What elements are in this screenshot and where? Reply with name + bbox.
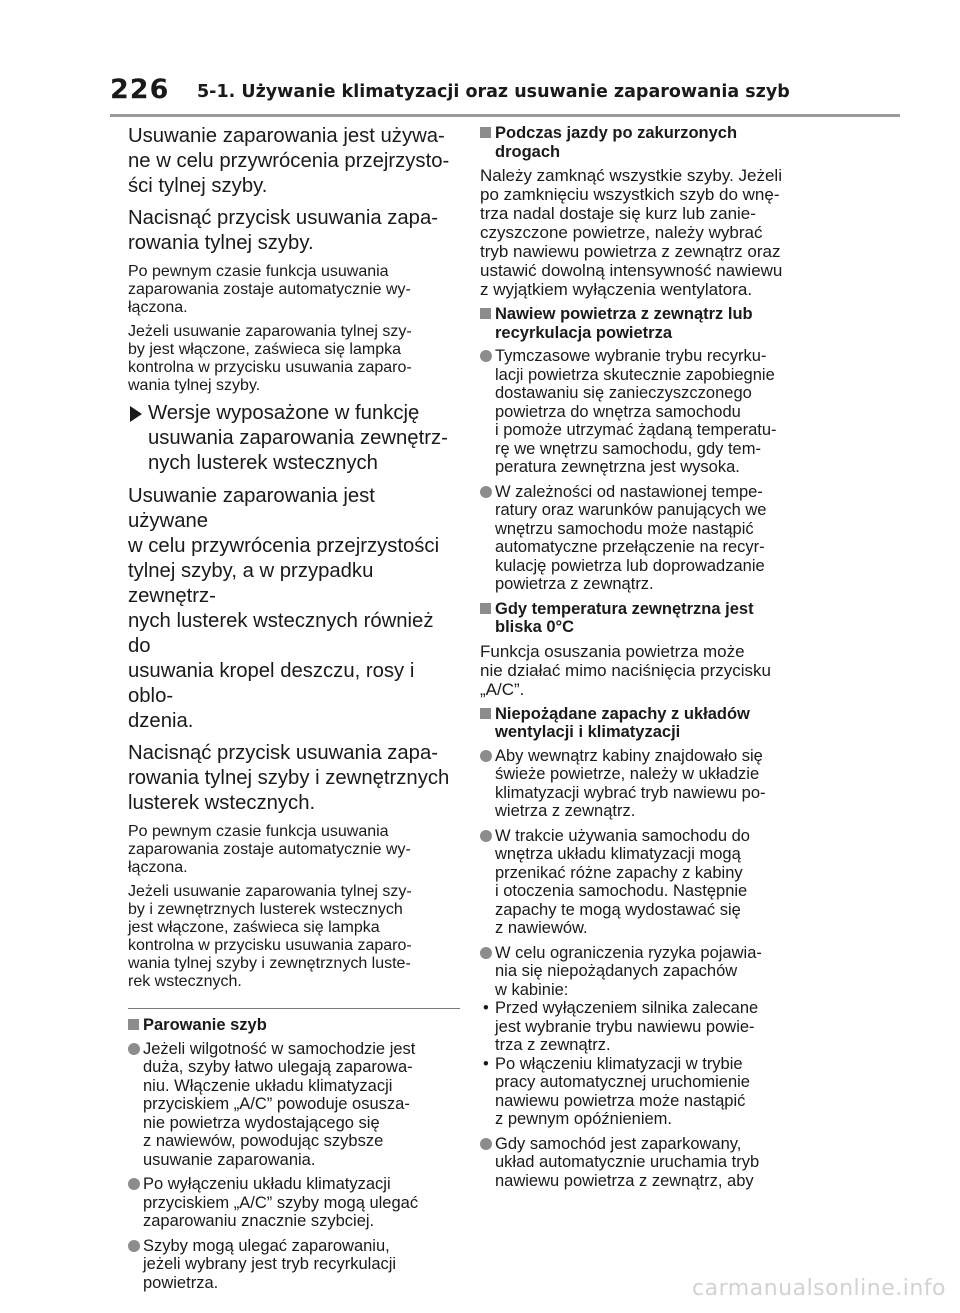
section-heading-cold-weather	[480, 600, 810, 637]
instruction-rear-defogger: Nacisnąć przycisk usuwania zapa- rowania tylnej szyby.	[128, 207, 438, 254]
list-item-text: Aby wewnątrz kabiny znajdowało się świeże powietrze, należy w układzie klimatyzacji wybrać tryb nawiewu po- wietrza z zewnątrz.	[495, 746, 766, 820]
dusty-roads-paragraph: Należy zamknąć wszystkie szyby. Jeżeli po zamknięciu wszystkich szyb do wnę- trza nadal dostaje się kurz lub zanie- czyszczone powietrze, należy wybrać tryb nawiewu powietrza z zewnątrz oraz ustawić dowolną intensywność nawiewu z wyjątkiem wyłączenia wentylatora.	[480, 166, 783, 299]
list-item-text: Gdy samochód jest zaparkowany, układ automatycznie uruchamia tryb nawiewu powietrza z zewnątrz, aby	[495, 1134, 760, 1190]
list-item	[480, 347, 810, 477]
bullet-dot-icon	[480, 486, 492, 498]
sub-list-item-text: Po włączeniu klimatyzacji w trybie pracy automatycznej uruchomienie nawiewu powietrza może nastąpić z pewnym opóźnieniem.	[495, 1054, 750, 1128]
section-heading-text: Nawiew powietrza z zewnątrz lub recyrkulacja powietrza	[495, 305, 753, 342]
sub-list-item	[480, 1055, 810, 1129]
list-item-text: Szyby mogą ulegać zaparowaniu, jeżeli wybrany jest tryb recyrkulacji powietrza.	[143, 1236, 397, 1292]
list-item	[128, 1237, 456, 1293]
auto-off-note: Po pewnym czasie funkcja usuwania zaparowania zostaje automatycznie wy- łączona.	[128, 263, 411, 316]
bullet-dot-icon	[480, 830, 492, 842]
auto-off-note-2: Po pewnym czasie funkcja usuwania zaparowania zostaje automatycznie wy- łączona.	[128, 823, 411, 876]
list-item-text: Tymczasowe wybranie trybu recyrku- lacji powietrza skutecznie zapobiegnie dostawaniu się zanieczyszczonego powietrza do wnętrza samochodu i pomoże utrzymać żądaną temperatu- rę we wnętrzu samochodu, gdy tem- peratura zewnętrzna jest wysoka.	[495, 347, 777, 476]
list-item-text: W zależności od nastawionej tempe- ratury oraz warunków panujących we wnętrzu samochodu może nastąpić automatyczne przełączenie na recyr- kulację powietrza lub doprowadzanie powietrza z zewnątrz.	[495, 482, 767, 593]
bullet-dot-icon	[128, 1240, 140, 1252]
list-item	[480, 747, 810, 821]
section-heading-fogging	[128, 1016, 456, 1035]
mirror-defogger-heading-text: Wersje wyposażone w funkcję usuwania zaparowania zewnętrz- nych lusterek wstecznych	[148, 402, 448, 474]
section-heading-text: Gdy temperatura zewnętrzna jest bliska 0°C	[495, 599, 754, 636]
square-marker-icon	[480, 308, 491, 319]
list-item	[480, 1135, 810, 1191]
section-heading-text: Niepożądane zapachy z układów wentylacji i klimatyzacji	[495, 704, 750, 741]
page-header	[0, 72, 960, 122]
bullet-dot-icon	[128, 1178, 140, 1190]
bullet-dot-icon	[480, 1138, 492, 1150]
triangle-marker-icon	[130, 406, 142, 422]
mirror-defogger-paragraph: Usuwanie zaparowania jest używane w celu przywrócenia przejrzystości tylnej szyby, a w przypadku zewnętrz- nych lusterek wstecznych również do usuwania kropel deszczu, rosy i oblo- dzenia.	[128, 485, 440, 732]
list-item-text: W celu ograniczenia ryzyka pojawia- nia się niepożądanych zapachów w kabinie:	[495, 943, 762, 999]
page-number: 226	[110, 74, 170, 105]
square-marker-icon	[480, 603, 491, 614]
square-marker-icon	[128, 1019, 139, 1030]
sub-list-item-text: Przed wyłączeniem silnika zalecane jest wybranie trybu nawiewu powie- trza z zewnątrz.	[495, 999, 759, 1054]
cold-weather-paragraph: Funkcja osuszania powietrza może nie działać mimo naciśnięcia przycisku „A/C”.	[480, 641, 772, 699]
list-item-text: W trakcie używania samochodu do wnętrza układu klimatyzacji mogą przenikać różne zapachy z kabiny i otoczenia samochodu. Następnie zapachy te mogą wydostawać się z nawiewów.	[495, 826, 750, 937]
watermark: carmanualsonline.info	[692, 1276, 946, 1301]
square-marker-icon	[480, 127, 491, 138]
section-heading-text: Podczas jazdy po zakurzonych drogach	[495, 124, 738, 161]
list-item	[480, 483, 810, 594]
mirror-defogger-heading	[128, 401, 456, 476]
left-column	[128, 124, 456, 1298]
list-item	[128, 1175, 456, 1231]
bullet-dot-icon	[480, 350, 492, 362]
right-column	[480, 124, 810, 1196]
bullet-dot-icon	[480, 750, 492, 762]
bullet-dot-icon	[128, 1043, 140, 1055]
sub-bullet-marker: •	[483, 1054, 489, 1073]
section-divider	[128, 1008, 460, 1009]
sub-bullet-marker: •	[483, 999, 489, 1017]
chapter-title: 5-1. Używanie klimatyzacji oraz usuwanie zaparowania szyb	[197, 82, 790, 102]
section-heading-odors	[480, 705, 810, 742]
sub-list-item	[480, 999, 810, 1055]
list-item	[480, 944, 810, 1000]
section-heading-dusty-roads	[480, 124, 810, 161]
instruction-mirror-defogger: Nacisnąć przycisk usuwania zapa- rowania tylnej szyby i zewnętrznych lusterek wstecznych.	[128, 742, 450, 814]
square-marker-icon	[480, 708, 491, 719]
list-item-text: Po wyłączeniu układu klimatyzacji przyciskiem „A/C” szyby mogą ulegać zaparowaniu znacznie szybciej.	[143, 1175, 419, 1230]
list-item	[480, 827, 810, 938]
bullet-dot-icon	[480, 947, 492, 959]
intro-paragraph: Usuwanie zaparowania jest używa- ne w celu przywrócenia przejrzysto- ści tylnej szyby.	[128, 125, 450, 197]
section-heading-text: Parowanie szyb	[143, 1016, 267, 1034]
header-divider	[110, 114, 900, 117]
indicator-note: Jeżeli usuwanie zaparowania tylnej szy- by jest włączone, zaświeca się lampka kontrolna w przycisku usuwania zaparo- wania tylnej szyby.	[128, 323, 412, 394]
indicator-note-2: Jeżeli usuwanie zaparowania tylnej szy- by i zewnętrznych lusterek wstecznych jest włączone, zaświeca się lampka kontrolna w przycisku usuwania zaparo- wania tylnej szyby i zewnętrznych luste- rek wstecznych.	[128, 883, 412, 990]
list-item	[128, 1040, 456, 1170]
list-item-text: Jeżeli wilgotność w samochodzie jest duża, szyby łatwo ulegają zaparowa- niu. Włączenie układu klimatyzacji przyciskiem „A/C” powoduje osusza- nie powietrza wydostającego się z nawiewów, powodując szybsze usuwanie zaparowania.	[143, 1039, 416, 1169]
section-heading-air-mode	[480, 305, 810, 342]
